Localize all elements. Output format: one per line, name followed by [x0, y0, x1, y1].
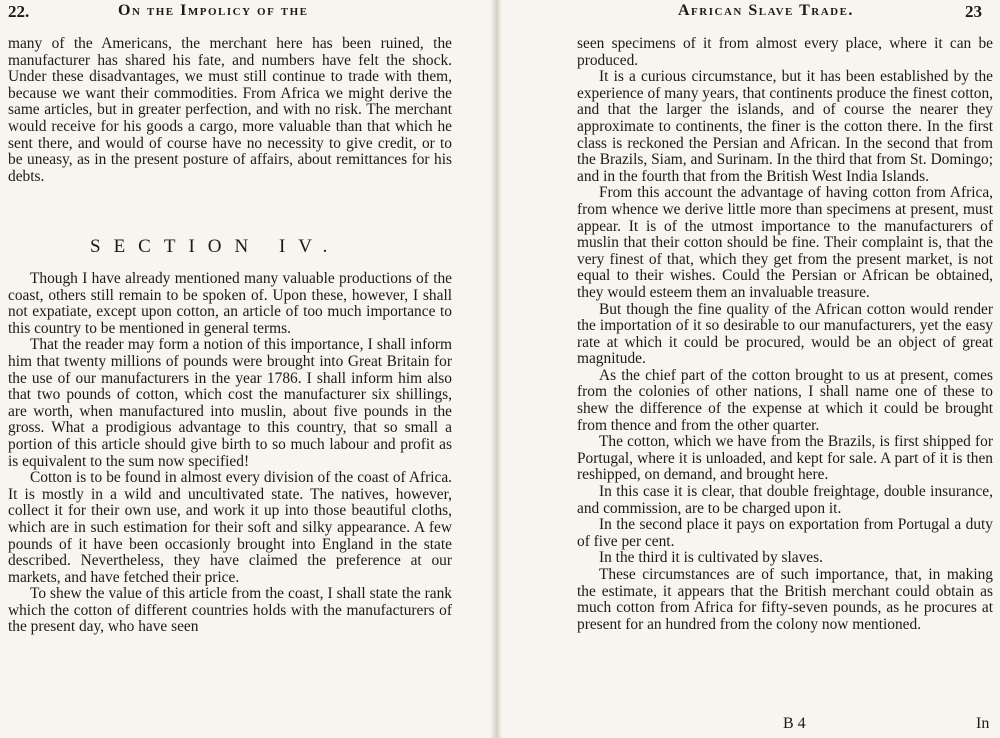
left-page — [0, 0, 490, 738]
paragraph: From this account the advantage of having cotton from Africa, from whence we derive little more than specimens at present, must appear. It is of the utmost importance to the manufacturers of muslin that their cotton should be fine. Their complaint is, that the very finest of that, which they get from the present market, is not equal to their wishes. Could the Persian or African be obtained, they would esteem them an invaluable treasure. — [577, 184, 993, 301]
running-head: On the Impolicy of the — [118, 2, 309, 19]
catchword: In — [976, 715, 990, 732]
paragraph: It is a curious circumstance, but it has been established by the experience of many years, that continents produce the finest cotton, and that the larger the islands, and of course the nearer they approximate to continents, the finer is the cotton there. In the first class is reckoned the Persian and African. In the second that from the Brazils, Siam, and Surinam. In the third that from St. Domingo; and in the fourth that from the British West India Islands. — [577, 68, 993, 185]
body-text-bottom — [8, 271, 452, 636]
paragraph: These circumstances are of such importance, that, in making the estimate, it appears that the British merchant could obtain as much cotton from Africa for fifty-seven pounds, as he procures at present for an hundred from the colony now mentioned. — [577, 566, 993, 633]
paragraph: Though I have already mentioned many valuable productions of the coast, others still remain to be spoken of. Upon these, however, I shall not expatiate, except upon cotton, an article of too much importance to this country to be mentioned in general terms. — [8, 270, 452, 337]
paragraph: As the chief part of the cotton brought to us at present, comes from the colonies of other nations, I shall name one of these to shew the difference of the expense at which it could be brought from thence and from the other quarter. — [577, 366, 993, 434]
paragraph: But though the fine quality of the African cotton would render the importation of it so desirable to our manufacturers, yet the easy rate at which it could be procured, would be an object of great magnitude. — [577, 300, 993, 368]
paragraph: The cotton, which we have from the Brazils, is first shipped for Portugal, where it is unloaded, and kept for sale. A part of it is then reshipped, on demand, and brought here. — [577, 433, 993, 484]
body-text-top — [8, 36, 452, 185]
right-page — [500, 0, 1000, 738]
paragraph: To shew the value of this article from the coast, I shall state the rank which the cotton of different countries holds with the manufacturers of the present day, who have seen — [8, 585, 452, 636]
page-number: 23 — [965, 2, 982, 21]
paragraph: Cotton is to be found in almost every division of the coast of Africa. It is mostly in a wild and uncultivated state. The natives, however, collect it for their own use, and work it up into those beautiful cloths, which are in such estimation for their soft and silky appearance. A few pounds of it have been occasionly brought into England in the state described. Nevertheless, they have claimed the preference at our markets, and have fetched their price. — [8, 469, 452, 586]
body-text — [577, 36, 993, 633]
paragraph: seen specimens of it from almost every place, where it can be produced. — [577, 35, 993, 69]
paragraph: In the second place it pays on exportation from Portugal a duty of five per cent. — [577, 516, 993, 550]
paragraph: many of the Americans, the merchant here has been ruined, the manufacturer has shared his fate, and numbers have felt the shock. Under these disadvantages, we must still continue to trade with them, because we want their commodities. From Africa we might derive the same articles, but in greater perfection, and with no risk. The merchant would receive for his goods a cargo, more valuable than that which he sent there, and would of course have no necessity to give credit, or to be uneasy, as in the present posture of affairs, about remittances for his debts. — [8, 35, 452, 185]
section-title: SECTION IV. — [90, 236, 341, 257]
paragraph: That the reader may form a notion of this importance, I shall inform him that twenty millions of pounds were brought into Great Britain for the use of our manufacturers in the year 1786. I shall inform him also that two pounds of cotton, which cost the manufacturer six shillings, are worth, when manufactured into muslin, about five pounds in the gross. What a prodigious advantage to this country, that so small a portion of this article should give birth to so much labour and profit as is equivalent to the sum now specified! — [8, 336, 452, 470]
page-number: 22. — [8, 2, 30, 21]
paragraph: In the third it is cultivated by slaves. — [599, 549, 823, 567]
running-head: African Slave Trade. — [678, 2, 854, 19]
signature-mark: B 4 — [783, 715, 806, 732]
paragraph: In this case it is clear, that double freightage, double insurance, and commission, are to be charged upon it. — [577, 483, 993, 517]
